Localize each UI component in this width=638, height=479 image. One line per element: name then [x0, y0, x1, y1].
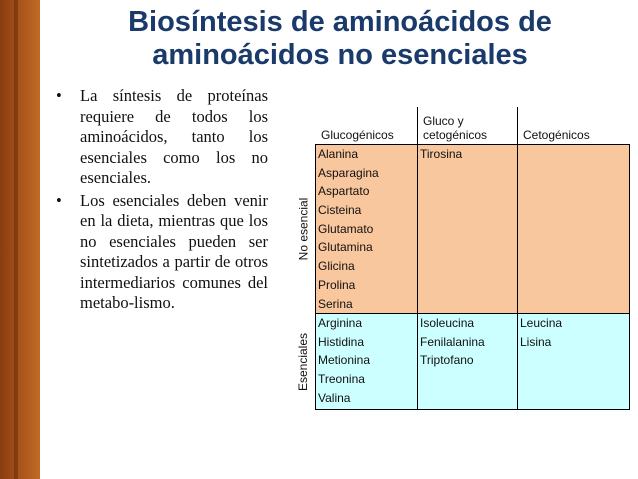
header-glucogenicos-text: Glucogénicos	[321, 128, 394, 142]
row-label-esenciales-text: Esenciales	[296, 332, 311, 391]
bullet-text: La síntesis de proteínas requiere de todos los aminoácidos, tanto los esenciales como los no esenciales.	[80, 86, 268, 187]
list-item: Alanina	[318, 147, 359, 161]
header-gluco-line2: cetogénicos	[423, 128, 488, 142]
list-item: Lisina	[520, 334, 552, 349]
column-divider	[517, 107, 518, 410]
list-item: Leucina	[520, 316, 563, 330]
list-item: Glicina	[318, 259, 355, 274]
list-item: Cisteina	[318, 203, 362, 218]
strip-ridge	[14, 0, 18, 479]
bullet-text: Los esenciales deben venir en la dieta, mientras que los no esenciales pueden ser sintetizados a partir de otros intermediarios comunes del metabo-lismo.	[80, 190, 268, 312]
row-label-no-esencial	[292, 144, 315, 313]
title-line-2: aminoácidos no esenciales	[152, 39, 528, 71]
bullet-item	[54, 86, 268, 189]
list-item: Glutamato	[318, 221, 374, 236]
header-glucogenicos	[315, 107, 417, 144]
header-cetogenicos	[517, 107, 630, 144]
cell-esenciales-gluco-cetogenicos	[417, 314, 485, 370]
header-gluco-line1: Gluco y	[423, 114, 464, 128]
list-item: Glutamina	[318, 240, 373, 255]
title-line-1: Biosíntesis de aminoácidos de	[128, 6, 552, 38]
cell-esenciales-cetogenicos	[517, 314, 562, 351]
row-label-no-esencial-text: No esencial	[296, 197, 311, 260]
list-item: Triptofano	[420, 353, 474, 368]
list-item: Asparagina	[318, 165, 379, 180]
list-item: Valina	[318, 390, 351, 405]
slide-title	[60, 6, 620, 72]
amino-acid-table	[292, 107, 630, 410]
cell-no-esencial-gluco-cetogenicos	[417, 145, 462, 164]
list-item: Treonina	[318, 372, 365, 387]
list-item: Arginina	[318, 316, 363, 330]
header-gluco-cetogenicos-text	[423, 114, 487, 142]
header-gluco-cetogenicos	[417, 107, 517, 144]
bullet-dot: •	[56, 86, 62, 105]
bullet-list	[54, 86, 268, 316]
table-header-row	[292, 107, 630, 144]
cell-esenciales-glucogenicos	[315, 314, 370, 407]
list-item: Isoleucina	[420, 316, 475, 330]
list-item: Serina	[318, 296, 353, 311]
bullet-dot: •	[56, 190, 62, 210]
list-item: Prolina	[318, 277, 356, 292]
list-item: Histidina	[318, 334, 365, 349]
list-item: Metionina	[318, 353, 371, 368]
decorative-side-strip	[0, 0, 40, 479]
row-border-bottom	[315, 409, 630, 410]
list-item: Tirosina	[420, 147, 463, 161]
list-item: Aspartato	[318, 184, 370, 199]
list-item: Fenilalanina	[420, 334, 485, 349]
header-cetogenicos-text: Cetogénicos	[523, 128, 590, 142]
column-divider	[629, 144, 630, 410]
cell-no-esencial-glucogenicos	[315, 145, 379, 313]
row-label-esenciales	[292, 313, 315, 410]
bullet-item	[54, 191, 268, 314]
